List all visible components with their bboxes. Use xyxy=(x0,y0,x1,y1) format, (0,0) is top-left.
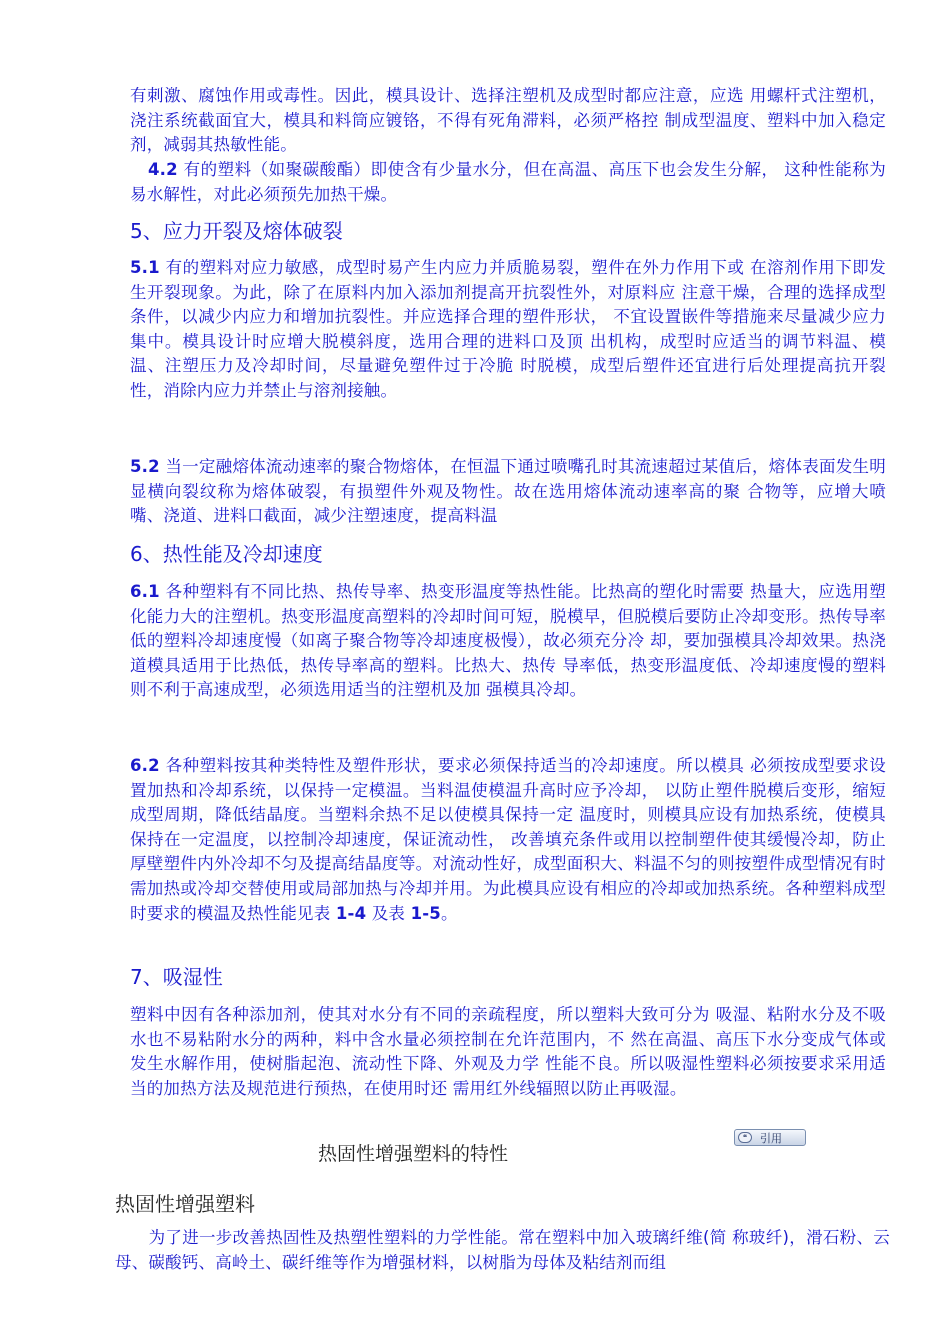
paragraph-7: 塑料中因有各种添加剂，使其对水分有不同的亲疏程度，所以塑料大致可分为 吸湿、粘附水分及不吸水也不易粘附水分的两种，料中含水量必须控制在允许范围内，不 然在高温、高压下水分变成气体或发生水解作用，使树脂起泡、流动性下降、外观及力学 性能不良。所以吸湿性塑料必须按要求采用适当的加热方法及规范进行预热，在使用时还 需用红外线辐照以防止再吸湿。 xyxy=(130,1005,886,1098)
paragraph-6-1: 6.1 各种塑料有不同比热、热传导率、热变形温度等热性能。比热高的塑化时需要 热量大，应选用塑化能力大的注塑机。热变形温度高塑料的冷却时间可短，脱模早，但脱模后要防止冷却变形。热传导率低的塑料冷却速度慢（如离子聚合物等冷却速度极慢），故必须充分冷 却，要加强模具冷却效果。热浇道模具适用于比热低，热传导率高的塑料。比热大、热传 导率低，热变形温度低、冷却速度慢的塑料则不利于高速成型，必须选用适当的注塑机及加 强模具冷却。 xyxy=(130,582,886,700)
quote-button-label: 引用 xyxy=(760,1131,782,1145)
quote-button[interactable] xyxy=(734,1129,806,1146)
section-number: 5.1 xyxy=(130,258,160,277)
section-number: 6.2 xyxy=(130,756,160,775)
section-number: 6.1 xyxy=(130,582,160,601)
article-title: 热固性增强塑料的特性 xyxy=(318,1143,509,1165)
paragraph-5-2: 5.2 当一定融熔体流动速率的聚合物熔体，在恒温下通过喷嘴孔时其流速超过某值后，熔体表面发生明显横向裂纹称为熔体破裂，有损塑件外观及物性。故在选用熔体流动速率高的聚 合物等，应增大喷嘴、浇道、进料口截面，减少注塑速度，提高料温 xyxy=(130,457,886,526)
quote-icon: ❝ xyxy=(738,1132,752,1143)
heading-section-7: 7、吸湿性 xyxy=(130,965,223,989)
heading-section-6: 6、热性能及冷却速度 xyxy=(130,542,323,566)
paragraph-4-1-continued: 有刺激、腐蚀作用或毒性。因此，模具设计、选择注塑机及成型时都应注意，应选 用螺杆式注塑机，浇注系统截面宜大，模具和料筒应镀铬，不得有死角滞料，必须严格控 制成型温度、塑料中加入稳定剂，减弱其热敏性能。 xyxy=(130,86,886,155)
section-number: 5.2 xyxy=(130,457,160,476)
table-ref: 1-4 xyxy=(335,903,367,923)
table-ref: 1-5 xyxy=(410,903,441,923)
section-number: 4.2 xyxy=(148,160,178,179)
paragraph-4-2: 4.2 有的塑料（如聚碳酸酯）即使含有少量水分，但在高温、高压下也会发生分解， 这种性能称为易水解性，对此必须预先加热干燥。 xyxy=(130,160,886,204)
heading-thermoset: 热固性增强塑料 xyxy=(115,1192,255,1216)
paragraph-thermoset-intro: 为了进一步改善热固性及热塑性塑料的力学性能。常在塑料中加入玻璃纤维(简 称玻纤)，滑石粉、云母、碳酸钙、高岭土、碳纤维等作为增强材料，以树脂为母体及粘结剂而组 xyxy=(115,1228,890,1272)
paragraph-6-2: 6.2 各种塑料按其种类特性及塑件形状，要求必须保持适当的冷却速度。所以模具 必须按成型要求设置加热和冷却系统，以保持一定模温。当料温使模温升高时应予冷却， 以防止塑件脱模后变形，缩短成型周期，降低结晶度。当塑料余热不足以使模具保持一定 温度时，则模具应设有加热系统，使模具保持在一定温度，以控制冷却速度，保证流动性， 改善填充条件或用以控制塑件使其缓慢冷却，防止厚壁塑件内外冷却不匀及提高结晶度等。对流动性好，成型面积大、料温不匀的则按塑件成型情况有时需加热或冷却交替使用或局部加热与冷却并用。为此模具应设有相应的冷却或加热系统。各种塑料成型时要求的模温及热性能见表 1-4 及表 1-5。 xyxy=(130,756,886,923)
paragraph-5-1: 5.1 有的塑料对应力敏感，成型时易产生内应力并质脆易裂，塑件在外力作用下或 在溶剂作用下即发生开裂现象。为此，除了在原料内加入添加剂提高开抗裂性外，对原料应 注意干燥，合理的选择成型条件，以减少内应力和增加抗裂性。并应选择合理的塑件形状， 不宜设置嵌件等措施来尽量减少应力集中。模具设计时应增大脱模斜度，选用合理的进料口及顶 出机构，成型时应适当的调节料温、模温、注塑压力及冷却时间，尽量避免塑件过于冷脆 时脱模，成型后塑件还宜进行后处理提高抗开裂性，消除内应力并禁止与溶剂接触。 xyxy=(130,258,886,400)
heading-section-5: 5、应力开裂及熔体破裂 xyxy=(130,219,343,243)
